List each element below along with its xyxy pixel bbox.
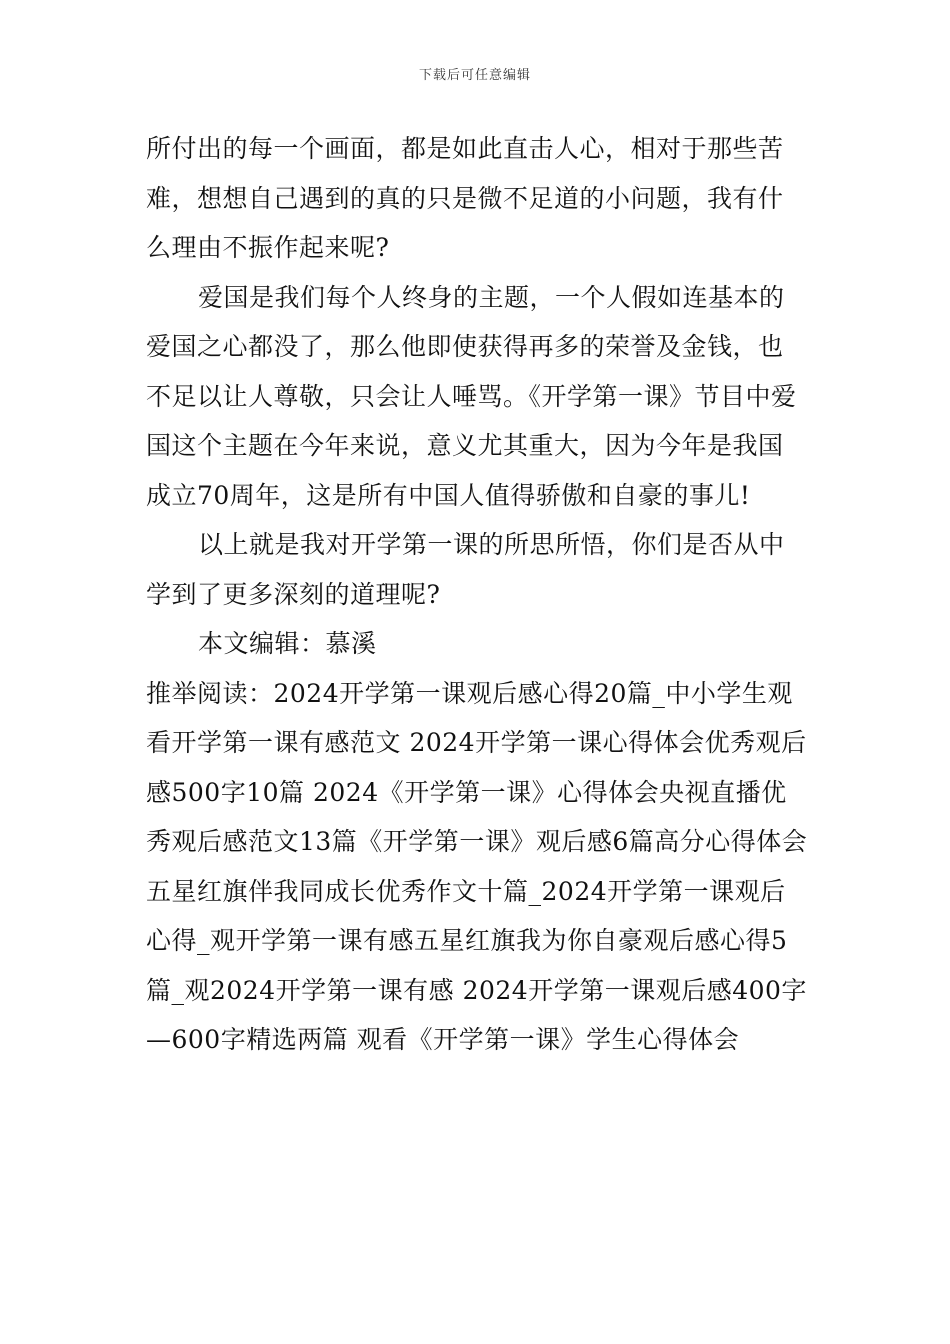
paragraph-continuation: 所付出的每一个画面，都是如此直击人心，相对于那些苦难，想想自己遇到的真的只是微不足道的小问题，我有什么理由不振作起来呢? [146,134,784,262]
paragraph-conclusion: 以上就是我对开学第一课的所思所悟，你们是否从中学到了更多深刻的道理呢? [146,530,785,609]
recommended-reading: 推举阅读：2024开学第一课观后感心得20篇_中小学生观看开学第一课有感范文 2024开学第一课心得体会优秀观后感500字10篇 2024《开学第一课》心得体会央视直播优秀观后感范文13篇《开学第一课》观后感6篇高分心得体会五星红旗伴我同成长优秀作文十篇_2024开学第一课观后心得_观开学第一课有感五星红旗我为你自豪观后感心得5篇_观2024开学第一课有感 2024开学第一课观后感400字—600字精选两篇 观看《开学第一课》学生心得体会 [146,678,808,1054]
page-header: 下载后可任意编辑 [418,68,531,83]
editor-credit: 本文编辑：慕溪 [198,629,377,658]
paragraph-patriotism: 爱国是我们每个人终身的主题，一个人假如连基本的爱国之心都没了，那么他即使获得再多的荣誉及金钱，也不足以让人尊敬，只会让人唾骂。《开学第一课》节目中爱国这个主题在今年来说，意义尤其重大，因为今年是我国成立70周年，这是所有中国人值得骄傲和自豪的事儿! [146,282,797,510]
document-body [146,124,808,1065]
